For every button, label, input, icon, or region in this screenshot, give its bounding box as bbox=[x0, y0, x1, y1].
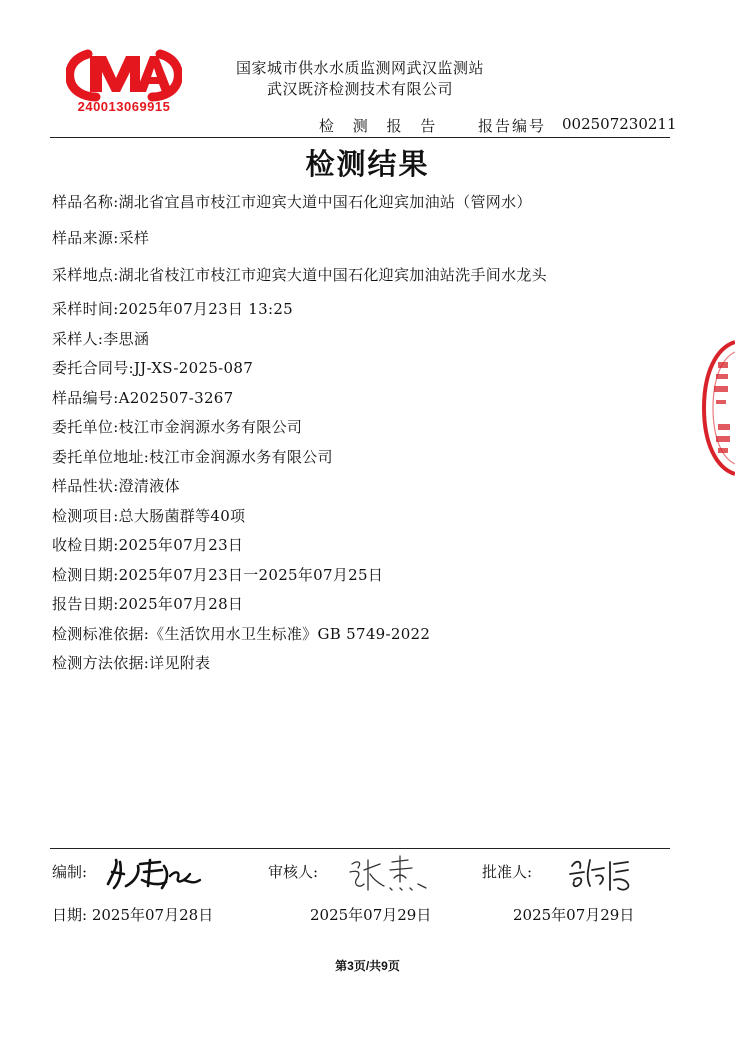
field-value: 2025年07月23日一2025年07月25日 bbox=[118, 566, 384, 584]
report-type: 检 测 报 告 bbox=[319, 117, 443, 135]
report-number-label: 报告编号 bbox=[478, 117, 547, 135]
field-label: 检测方法依据: bbox=[52, 654, 150, 672]
field-label: 委托单位地址: bbox=[52, 448, 150, 466]
compiler-label: 编制: bbox=[52, 863, 88, 881]
field-value: 2025年07月23日 bbox=[118, 536, 244, 554]
field-value: 采样 bbox=[118, 229, 150, 247]
signature-divider bbox=[50, 848, 670, 849]
report-number: 002507230211 bbox=[562, 115, 677, 133]
official-seal bbox=[694, 338, 735, 478]
field-sample-appearance bbox=[52, 475, 180, 496]
field-label: 报告日期: bbox=[52, 595, 119, 613]
approver-date: 2025年07月29日 bbox=[513, 906, 635, 924]
field-value: 湖北省宜昌市枝江市迎宾大道中国石化迎宾加油站（管网水） bbox=[118, 193, 532, 211]
field-label: 采样时间: bbox=[52, 300, 119, 318]
approver-signature bbox=[566, 852, 638, 896]
org-line-1: 国家城市供水水质监测网武汉监测站 bbox=[235, 59, 484, 77]
field-contract-number bbox=[52, 357, 253, 378]
field-value: A202507-3267 bbox=[118, 389, 234, 407]
approver-label: 批准人: bbox=[482, 863, 533, 881]
field-value: 枝江市金润源水务有限公司 bbox=[149, 448, 333, 466]
field-value: JJ-XS-2025-087 bbox=[133, 359, 254, 377]
field-label: 样品名称: bbox=[52, 193, 119, 211]
field-test-items bbox=[52, 505, 245, 526]
field-sample-name bbox=[52, 191, 532, 212]
field-label: 检测项目: bbox=[52, 507, 119, 525]
field-label: 采样地点: bbox=[52, 266, 119, 284]
reviewer-signature bbox=[346, 854, 430, 894]
date-value: 2025年07月28日 bbox=[91, 906, 214, 924]
field-label: 检测标准依据: bbox=[52, 625, 150, 643]
field-label: 收检日期: bbox=[52, 536, 119, 554]
field-value: 枝江市金润源水务有限公司 bbox=[118, 418, 303, 436]
field-report-date bbox=[52, 593, 243, 614]
field-value: 详见附表 bbox=[149, 654, 211, 672]
field-label: 委托合同号: bbox=[52, 359, 134, 377]
field-sampler bbox=[52, 328, 149, 349]
field-value: 澄清液体 bbox=[118, 477, 180, 495]
field-value: 2025年07月23日 13:25 bbox=[118, 300, 294, 318]
field-method-basis bbox=[52, 652, 210, 673]
field-client bbox=[52, 416, 302, 437]
page-number: 第3页/共9页 bbox=[335, 959, 400, 973]
field-standard-basis bbox=[52, 623, 430, 644]
field-receipt-date bbox=[52, 534, 243, 555]
organization-name bbox=[200, 58, 520, 100]
field-value: 湖北省枝江市枝江市迎宾大道中国石化迎宾加油站洗手间水龙头 bbox=[118, 266, 547, 284]
field-label: 采样人: bbox=[52, 330, 104, 348]
field-value: 《生活饮用水卫生标准》GB 5749-2022 bbox=[149, 625, 431, 643]
field-label: 委托单位: bbox=[52, 418, 119, 436]
field-value: 2025年07月28日 bbox=[118, 595, 244, 613]
field-sample-source bbox=[52, 227, 149, 248]
reviewer-label: 审核人: bbox=[268, 863, 319, 881]
field-label: 检测日期: bbox=[52, 566, 119, 584]
field-test-date bbox=[52, 564, 383, 585]
page-title: 检测结果 bbox=[305, 147, 430, 181]
field-value: 总大肠菌群等40项 bbox=[118, 507, 246, 525]
cma-certificate-number: 240013069915 bbox=[77, 99, 171, 114]
date-label: 日期: bbox=[52, 906, 88, 924]
field-sample-number bbox=[52, 387, 234, 408]
field-sampling-time bbox=[52, 298, 293, 319]
header-divider bbox=[50, 137, 670, 138]
field-label: 样品编号: bbox=[52, 389, 119, 407]
field-value: 李思涵 bbox=[103, 330, 150, 348]
field-label: 样品性状: bbox=[52, 477, 119, 495]
compiler-signature bbox=[104, 852, 204, 894]
reviewer-date: 2025年07月29日 bbox=[310, 906, 432, 924]
field-label: 样品来源: bbox=[52, 229, 119, 247]
compiler-date bbox=[52, 904, 213, 925]
field-sampling-location bbox=[52, 264, 547, 285]
org-line-2: 武汉既济检测技术有限公司 bbox=[266, 80, 453, 98]
field-client-address bbox=[52, 446, 333, 467]
